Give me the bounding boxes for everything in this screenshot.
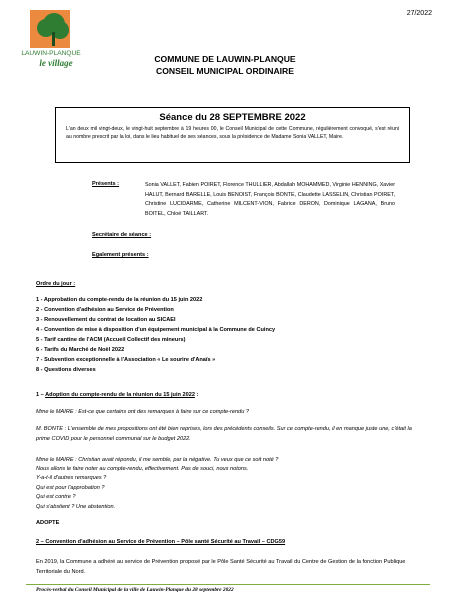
section1-paragraph: Mme le MAIRE : Est-ce que certains ont des remarques à faire sur ce compte-rendu ?	[36, 409, 249, 415]
seance-text: L'an deux mil vingt-deux, le vingt-huit septembre à 19 heures 00, le Conseil Municipal de cette Commune, régulièrement convoqué, s'est réuni au nombre prescrit par la loi, dans le lieu habituel de ses séances, sous la présidence de Madame Sonia VALLET, Maire.	[66, 126, 399, 140]
conseil-title: CONSEIL MUNICIPAL ORDINAIRE	[156, 66, 294, 76]
ordre-item: 7 - Subvention exceptionnelle à l'Association « Le sourire d'Anaïs »	[36, 357, 216, 363]
ordre-du-jour-title: Ordre du jour :	[36, 281, 76, 287]
section2-paragraph: En 2019, la Commune a adhéré au service de Prévention proposé par le Pôle Santé Sécurité au Travail du Centre de Gestion de la fonction Publique Territoriale du Nord.	[36, 559, 406, 575]
section1-line: Mme le MAIRE : Christian avait répondu, il me semble, par la négative. Tu veux que ce soit noté ?	[36, 457, 279, 463]
page-number: 27/2022	[406, 10, 432, 17]
ordre-item: 4 - Convention de mise à disposition d'un équipement municipal à la Commune de Cuincy	[36, 327, 276, 333]
ordre-item: 2 - Convention d'adhésion au Service de Prévention	[36, 307, 174, 313]
seance-box	[55, 107, 410, 163]
section1-result: ADOPTE	[36, 520, 60, 526]
section1-heading: 1 – Adoption du compte-rendu de la réunion du 15 juin 2022 :	[36, 392, 199, 398]
logo-name: LAUWIN-PLANQUE	[21, 50, 81, 57]
logo-tagline: le village	[39, 58, 73, 68]
section1-line: Qui est contre ?	[36, 494, 76, 500]
seance-title: Séance du 28 SEPTEMBRE 2022	[159, 112, 306, 123]
section1-line: Y-a-t-il d'autres remarques ?	[36, 475, 107, 481]
section2-heading: 2 – Convention d'adhésion au Service de Prévention – Pôle santé Sécurité au Travail – CDG59	[36, 539, 286, 545]
section1-line: Qui s'abstient ? Une abstention.	[36, 504, 116, 510]
presents-list: Sonia VALLET, Fabien POIRET, Florence THULLIER, Abdallah MOHAMMED, Virginie HENNING, Xavier HALUT, Bernard BARELLE, Louis BENOIST, François BONTE, Claudette LASSELIN, Christian POIRET, Christine LUCIDARME, Catherine MILCENT-VION, Fabrice DERON, Dominique LAGANA, Bruno BOITEL, Chloé TAILLART.	[145, 182, 395, 217]
egalement-presents-label: Egalement présents :	[92, 252, 149, 258]
presents-label: Présents :	[92, 181, 120, 187]
ordre-item: 6 - Tarifs du Marché de Noël 2022	[36, 347, 125, 353]
ordre-item: 8 - Questions diverses	[36, 367, 96, 373]
section1-line: Nous allons le faire noter au compte-rendu, effectivement. Pas de souci, nous notons.	[36, 466, 249, 472]
footer-text: Procès-verbal du Conseil Municipal de la ville de Lauwin-Planque du 28 septembre 2022	[36, 587, 234, 593]
commune-title: COMMUNE DE LAUWIN-PLANQUE	[154, 54, 296, 64]
section1-line: Qui est pour l'approbation ?	[36, 485, 105, 491]
ordre-item: 3 - Renouvellement du contrat de location au SICAEI	[36, 317, 176, 323]
ordre-item: 5 - Tarif cantine de l'ACM (Accueil Collectif des mineurs)	[36, 337, 186, 343]
ordre-item: 1 - Approbation du compte-rendu de la réunion du 15 juin 2022	[36, 297, 203, 303]
section1-paragraph: M. BONTE : L'ensemble de mes propositions ont été bien reprises, lors des précédents conseils. Sur ce compte-rendu, il en manque juste une, c'était la prime COVID pour le personnel communal sur le budget 2022.	[36, 426, 412, 442]
commune-logo	[16, 8, 86, 74]
footer-divider	[26, 584, 430, 585]
secretaire-label: Secrétaire de séance :	[92, 232, 152, 238]
